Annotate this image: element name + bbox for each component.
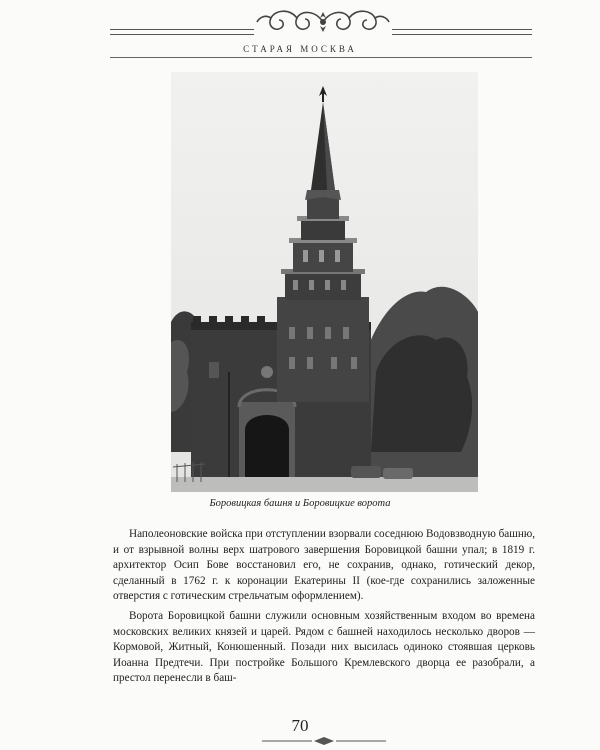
floral-scroll-ornament-icon bbox=[255, 4, 391, 40]
header-divider bbox=[110, 57, 532, 58]
header-rule-left bbox=[110, 29, 254, 35]
figure-photo bbox=[171, 72, 478, 492]
header-rule-right bbox=[392, 29, 532, 35]
body-text bbox=[113, 527, 535, 691]
paragraph: Ворота Боровицкой башни служили основным хозяйственным входом во времена московских великих князей и царей. Рядом с башней находилось несколько дворов — Кормовой, Житный, Конюшенный. Позади них высилась одиноко стоявшая церковь Иоанна Предтечи. При постройке Большого Кремлевского дворца ее разобрали, а престол перенесли в баш- bbox=[113, 609, 535, 685]
footer-rule-ornament-icon bbox=[262, 737, 386, 745]
running-title: СТАРАЯ МОСКВА bbox=[243, 44, 357, 54]
page-number: 70 bbox=[291, 716, 309, 735]
borovitskaya-tower-photo-icon bbox=[171, 72, 478, 492]
page-header bbox=[0, 0, 600, 64]
figure-caption: Боровицкая башня и Боровицкие ворота bbox=[209, 498, 391, 509]
paragraph: Наполеоновские войска при отступлении взорвали соседнюю Водовзводную башню, и от взрывной волны верх шатрового завершения Боровицкой башни упал; в 1819 г. архитектор Осип Бове восстановил его, не сохранив, однако, готический декор, сделанный в 1762 г. к коронации Екатерины II (кое-где сохранились заложенные отверстия с готическим стрельчатым оформлением). bbox=[113, 528, 536, 603]
